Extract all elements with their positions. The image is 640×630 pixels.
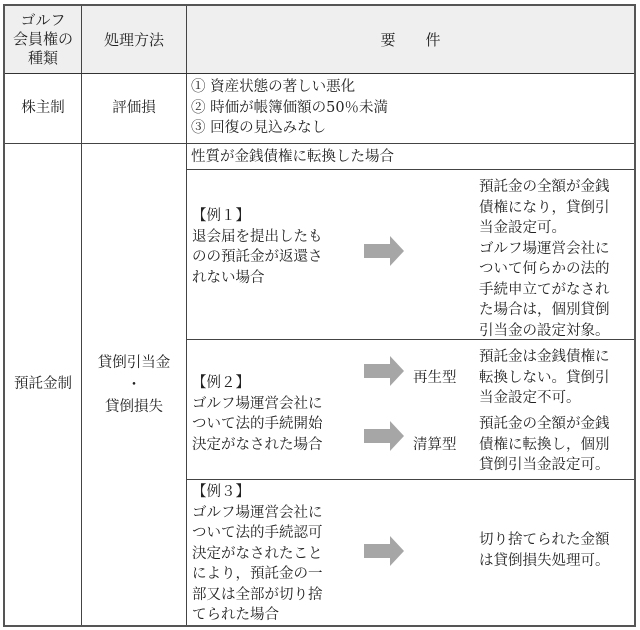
header-text: 処理方法 (103, 31, 164, 49)
requirement-item: ③ 回復の見込みなし (191, 120, 327, 136)
method-stock (82, 74, 186, 143)
arrow-right-icon (364, 421, 404, 451)
arrow-right-icon (364, 536, 404, 566)
method-label: 評価損 (112, 100, 156, 117)
branch-rehabilitation-label (413, 368, 457, 389)
type-label: 株主制 (21, 100, 65, 117)
example-label: 【例１】 (192, 208, 250, 224)
branch-rehabilitation-result (479, 347, 634, 409)
example2-case (192, 373, 372, 455)
result-line: 預託金の全額が金銭 (479, 416, 610, 432)
result-line: 転換しない。貸倒引 (479, 369, 610, 386)
case-line: 決定がなされたこと (192, 545, 323, 562)
case-line: 部又は全部が切り捨 (192, 586, 323, 603)
case-line: 退会届を提出したも (192, 228, 323, 245)
type-deposit (5, 144, 81, 625)
col-divider-2 (186, 6, 187, 625)
arrow-right-icon (364, 236, 404, 266)
type-label: 預託金制 (14, 376, 72, 393)
case-line: れない場合 (192, 269, 265, 286)
result-line: 当金設定不可。 (479, 390, 581, 406)
header-text: 会員権の (12, 30, 73, 48)
case-line: てられた場合 (192, 607, 279, 623)
result-line: 預託金の全額が金銭 (479, 179, 610, 195)
case-line: ゴルフ場運営会社に (192, 395, 323, 412)
requirement-item: ② 時価が帳簿価額の50％未満 (191, 99, 389, 116)
requirement-item: ① 資産状態の著しい悪化 (191, 79, 356, 95)
branch-liquidation-result (479, 414, 634, 476)
result-line: 手続申立てがなされ (479, 281, 610, 298)
condition-deposit (191, 146, 631, 169)
method-deposit (82, 144, 186, 625)
type-stock (5, 74, 81, 143)
example1-case (192, 206, 372, 288)
example1-result (479, 177, 634, 341)
result-line: 引当金の設定対象。 (479, 322, 610, 339)
method-label: 貸倒引当金 (97, 354, 171, 371)
condition-text: 性質が金銭債権に転換した場合 (191, 149, 394, 166)
example3-result (479, 530, 634, 571)
case-line: ついて法的手続認可 (192, 525, 323, 541)
result-line: 債権に転換し，個別 (479, 436, 610, 453)
case-line: により，預託金の一 (192, 566, 323, 582)
golf-membership-table (3, 4, 636, 627)
header-membership-type (5, 6, 81, 73)
example3-case (192, 482, 372, 626)
header-processing-method (82, 6, 186, 73)
header-text: ゴルフ (20, 11, 66, 29)
result-line: 債権になり，貸倒引 (479, 199, 610, 216)
method-separator: ・ (126, 376, 142, 393)
case-line: ついて法的手続開始 (192, 416, 323, 432)
result-line: 当金設定可。 (479, 220, 566, 236)
result-line: 切り捨てられた金額 (479, 532, 610, 548)
arrow-right-icon (364, 356, 404, 386)
result-line: た場合は，個別貸倒 (479, 302, 610, 318)
result-line: ゴルフ場運営会社に (479, 240, 610, 257)
result-line: は貸倒損失処理可。 (479, 552, 610, 569)
example-label: 【例３】 (192, 484, 250, 500)
branch-liquidation-label (413, 435, 457, 456)
example-label: 【例２】 (192, 375, 250, 391)
result-line: 貸倒引当金設定可。 (479, 457, 610, 473)
header-requirements (187, 6, 634, 73)
case-line: のの預託金が返還さ (192, 249, 323, 265)
row-divider-example2 (186, 479, 634, 480)
case-line: 決定がなされた場合 (192, 436, 323, 453)
method-label: 貸倒損失 (105, 398, 163, 415)
header-text: 種類 (27, 49, 58, 67)
result-line: 預託金は金銭債権に (479, 349, 610, 365)
row-divider-condition (186, 169, 634, 170)
result-line: ついて何らかの法的 (479, 261, 610, 277)
header-text: 要 件 (380, 31, 441, 49)
case-line: ゴルフ場運営会社に (192, 504, 323, 521)
branch-type: 再生型 (413, 370, 457, 386)
requirements-stock (191, 77, 631, 143)
branch-type: 清算型 (413, 437, 457, 453)
